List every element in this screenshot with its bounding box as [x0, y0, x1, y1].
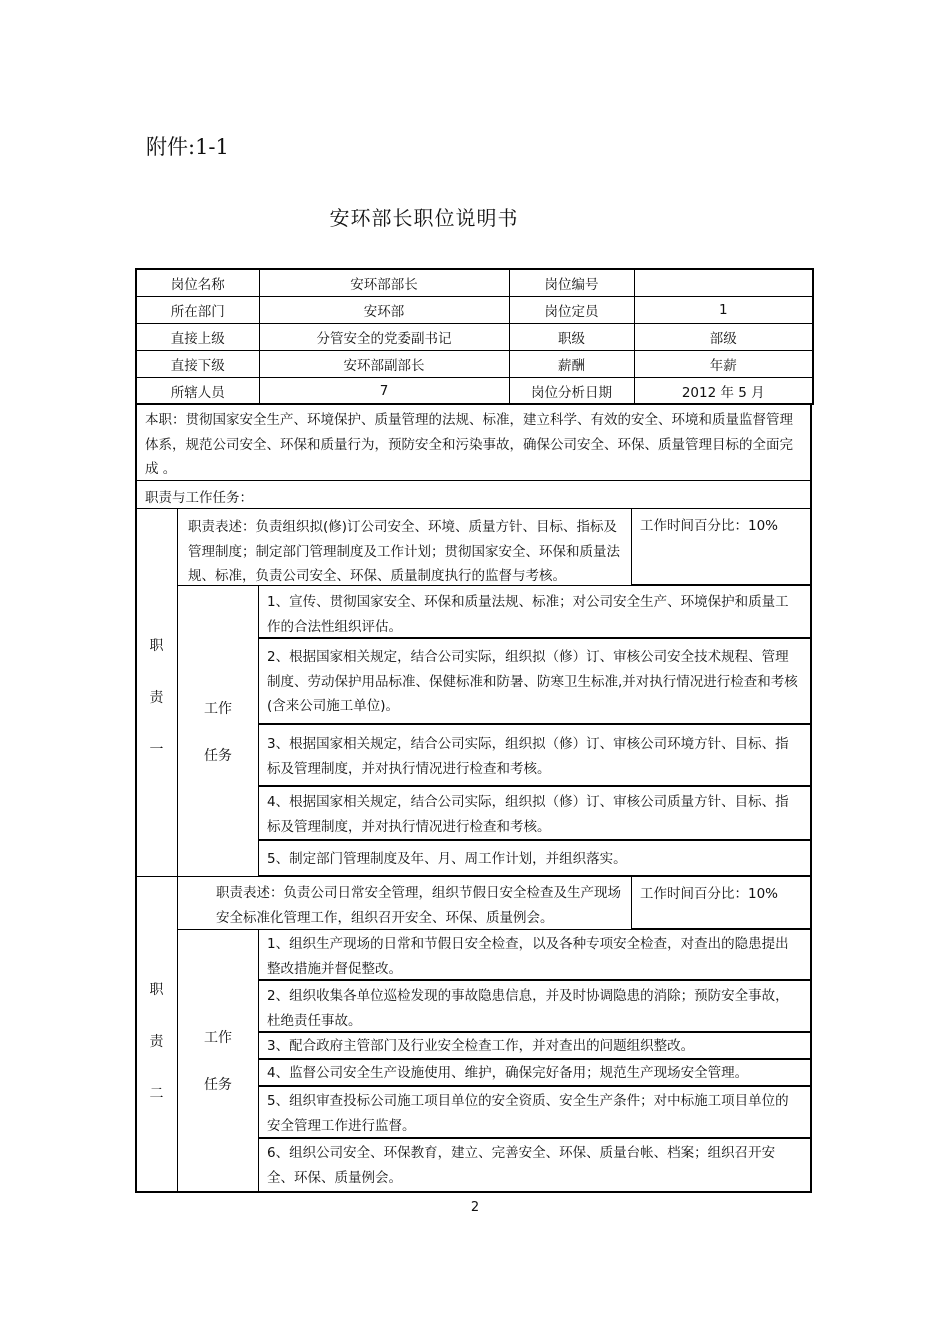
table-row	[136, 297, 813, 324]
field-value: 1	[634, 297, 813, 324]
field-value: 年薪	[634, 351, 813, 378]
position-info-table	[135, 268, 814, 405]
attachment-label: 附件:1-1	[146, 135, 229, 159]
field-label: 直接上级	[136, 324, 259, 351]
field-label: 薪酬	[509, 351, 634, 378]
core-duty-text: 本职：贯彻国家安全生产、环境保护、质量管理的法规、标准，建立科学、有效的安全、环境和质量监督管理体系，规范公司安全、环保和质量行为，预防安全和污染事故，确保公司安全、环保、质量管理目标的全面完成 。	[145, 412, 793, 477]
duty2-task-3: 3、配合政府主管部门及行业安全检查工作，并对查出的问题组织整改。	[258, 1032, 812, 1060]
field-label: 岗位定员	[509, 297, 634, 324]
duty1-task-5: 5、制定部门管理制度及年、月、周工作计划，并组织落实。	[258, 840, 812, 877]
duty2-task-1: 1、组织生产现场的日常和节假日安全检查，以及各种专项安全检查，对查出的隐患提出整改措施并督促整改。	[258, 929, 812, 981]
field-value: 安环部	[259, 297, 509, 324]
duty1-task-2: 2、根据国家相关规定，结合公司实际，组织拟（修）订、审核公司安全技术规程、管理制度、劳动保护用品标准、保健标准和防暑、防寒卫生标准,并对执行情况进行检查和考核(含来公司施工单位)。	[258, 638, 812, 725]
field-label: 岗位分析日期	[509, 378, 634, 405]
duty1-task-3: 3、根据国家相关规定，结合公司实际，组织拟（修）订、审核公司环境方针、目标、指标及管理制度，并对执行情况进行检查和考核。	[258, 724, 812, 787]
duty2-task-label: 工作 任务	[204, 1030, 232, 1093]
duty1-description: 职责表述：负责组织拟(修)订公司安全、环境、质量方针、目标、指标及管理制度；制定部门管理制度及工作计划；贯彻国家安全、环保和质量法规、标准，负责公司安全、环保、质量制度执行的监督与考核。	[188, 519, 620, 584]
core-duty-cell	[135, 403, 812, 481]
duty1-description-cell	[177, 508, 632, 586]
duty1-task-1: 1、宣传、贯彻国家安全、环保和质量法规、标准；对公司安全生产、环境保护和质量工作的合法性组织评估。	[258, 585, 812, 639]
duty2-label: 职 责 二	[149, 982, 164, 1102]
duties-heading: 职责与工作任务：	[145, 490, 253, 506]
field-label: 岗位名称	[136, 269, 259, 297]
field-label: 所辖人员	[136, 378, 259, 405]
field-value: 部级	[634, 324, 813, 351]
duty1-label: 职 责 一	[149, 638, 164, 758]
table-row	[136, 351, 813, 378]
duty2-task-6: 6、组织公司安全、环保教育，建立、完善安全、环保、质量台帐、档案；组织召开安全、环保、质量例会。	[258, 1138, 812, 1193]
field-value: 7	[259, 378, 509, 405]
duty2-task-2: 2、组织收集各单位巡检发现的事故隐患信息，并及时协调隐患的消除；预防安全事故，杜绝责任事故。	[258, 980, 812, 1033]
duty1-time-percent: 工作时间百分比：10%	[640, 518, 779, 534]
field-value: 分管安全的党委副书记	[259, 324, 509, 351]
duty2-task-5: 5、组织审查投标公司施工项目单位的安全资质、安全生产条件；对中标施工项目单位的安全管理工作进行监督。	[258, 1086, 812, 1139]
duty2-task-4: 4、监督公司安全生产设施使用、维护，确保完好备用；规范生产现场安全管理。	[258, 1059, 812, 1087]
field-value: 安环部部长	[259, 269, 509, 297]
duty1-task-4: 4、根据国家相关规定，结合公司实际，组织拟（修）订、审核公司质量方针、目标、指标及管理制度，并对执行情况进行检查和考核。	[258, 786, 812, 841]
field-value: 安环部副部长	[259, 351, 509, 378]
field-value: 2012 年 5 月	[634, 378, 813, 405]
field-value	[634, 269, 813, 297]
duties-heading-cell	[135, 480, 812, 509]
document-title: 安环部长职位说明书	[329, 206, 519, 230]
field-label: 直接下级	[136, 351, 259, 378]
table-row	[136, 378, 813, 405]
duty2-description: 职责表述：负责公司日常安全管理，组织节假日安全检查及生产现场安全标准化管理工作，组织召开安全、环保、质量例会。	[216, 885, 621, 926]
duty2-time-percent: 工作时间百分比：10%	[640, 886, 779, 902]
duty2-time-cell	[631, 876, 812, 930]
table-row	[136, 324, 813, 351]
page-number: 2	[470, 1200, 480, 1215]
field-label: 岗位编号	[509, 269, 634, 297]
duty1-task-label: 工作 任务	[204, 701, 232, 764]
table-row	[136, 269, 813, 297]
duty2-description-cell	[177, 876, 632, 930]
field-label: 所在部门	[136, 297, 259, 324]
duty1-time-cell	[631, 508, 812, 586]
field-label: 职级	[509, 324, 634, 351]
